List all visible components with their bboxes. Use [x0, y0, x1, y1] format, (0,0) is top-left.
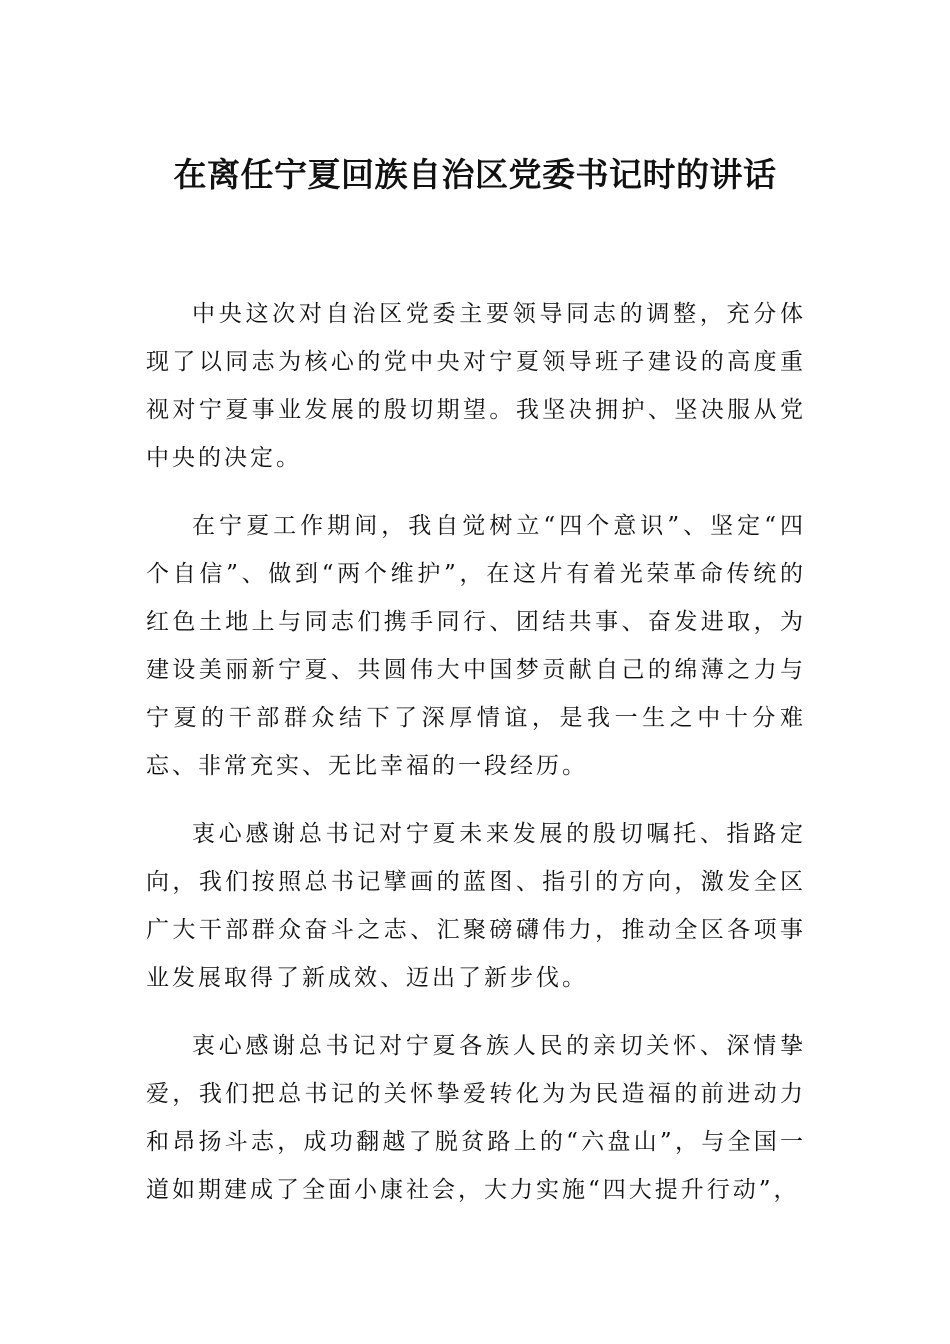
document-body: [146, 290, 806, 1234]
paragraph-2: 在宁夏工作期间，我自觉树立“四个意识”、坚定“四个自信”、做到“两个维护”，在这片有着光荣革命传统的红色土地上与同志们携手同行、团结共事、奋发进取，为建设美丽新宁夏、共圆伟大中国梦贡献自己的绵薄之力与宁夏的干部群众结下了深厚情谊，是我一生之中十分难忘、非常充实、无比幸福的一段经历。: [146, 513, 806, 779]
paragraph-3: 衷心感谢总书记对宁夏未来发展的殷切嘱托、指路定向，我们按照总书记擘画的蓝图、指引的方向，激发全区广大干部群众奋斗之志、汇聚磅礴伟力，推动全区各项事业发展取得了新成效、迈出了新步伐。: [146, 821, 806, 991]
paragraph-1: 中央这次对自治区党委主要领导同志的调整，充分体现了以同志为核心的党中央对宁夏领导班子建设的高度重视对宁夏事业发展的殷切期望。我坚决拥护、坚决服从党中央的决定。: [146, 301, 806, 471]
paragraph-4: 衷心感谢总书记对宁夏各族人民的亲切关怀、深情挚爱，我们把总书记的关怀挚爱转化为为民造福的前进动力和昂扬斗志，成功翻越了脱贫路上的“六盘山”，与全国一道如期建成了全面小康社会，大力实施“四大提升行动”，: [146, 1033, 806, 1203]
document-title: 在离任宁夏回族自治区党委书记时的讲话: [173, 155, 777, 194]
